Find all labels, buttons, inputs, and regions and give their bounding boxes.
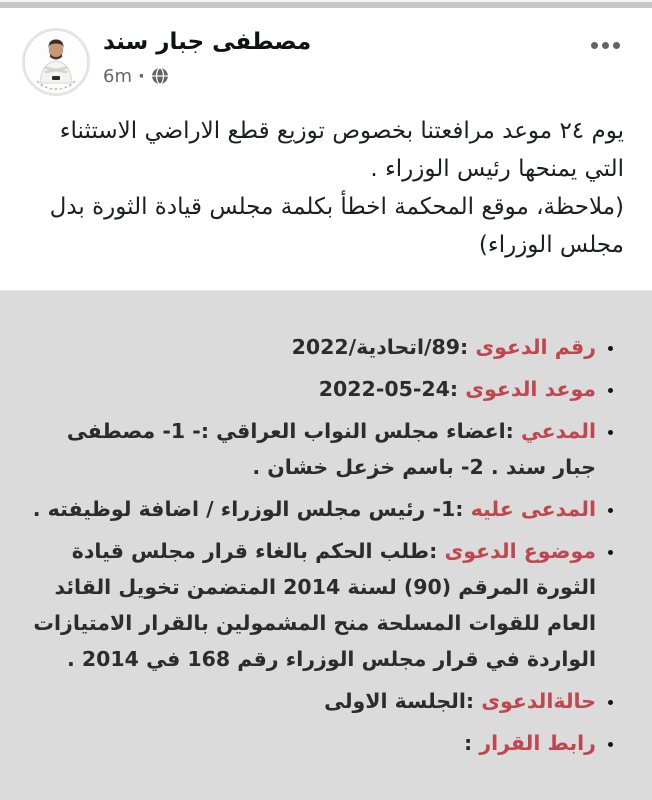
case-field-label: المدعي <box>520 419 596 443</box>
case-field-value: :1- رئيس مجلس الوزراء / اضافة لوظيفته . <box>32 497 464 521</box>
post-text <box>0 96 652 264</box>
post-meta <box>103 66 591 87</box>
case-field-label: رابط القرار <box>479 731 596 755</box>
post-header-info <box>103 28 591 87</box>
case-field-label: رقم الدعوى <box>475 335 596 359</box>
case-field-label: موضوع الدعوى <box>444 539 596 563</box>
ellipsis-dot <box>602 42 609 49</box>
case-item <box>20 329 596 365</box>
case-field-value: :24-05-2022 <box>318 377 459 401</box>
case-list <box>20 329 622 761</box>
feed-divider <box>0 0 652 8</box>
timestamp[interactable]: 6m <box>103 65 132 87</box>
case-item <box>20 725 596 761</box>
ellipsis-dot <box>591 42 598 49</box>
case-item <box>20 683 596 719</box>
case-field-value: :اعضاء مجلس النواب العراقي :- 1- مصطفى جبار سند . 2- باسم خزعل خشان . <box>66 419 596 479</box>
case-item <box>20 371 596 407</box>
case-item <box>20 533 596 677</box>
post-header <box>0 8 652 96</box>
case-field-value: : <box>463 731 473 755</box>
case-field-value: :89/اتحادية/2022 <box>291 335 469 359</box>
post-paragraph: (ملاحظة، موقع المحكمة اخطأ بكلمة مجلس قيادة الثورة بدل مجلس الوزراء) <box>49 194 624 258</box>
case-item <box>20 413 596 485</box>
author-name[interactable]: مصطفى جبار سند <box>103 29 312 55</box>
avatar[interactable] <box>22 28 90 96</box>
case-field-value: :طلب الحكم بالغاء قرار مجلس قيادة الثورة المرقم (90) لسنة 2014 المتضمن تخويل القائد العام للقوات المسلحة منح المشمولين بالقرار الامتيازات الواردة في قرار مجلس الوزراء رقم 168 في 2014 . <box>33 539 596 671</box>
globe-public-icon <box>151 67 169 85</box>
case-details-box <box>0 290 652 800</box>
meta-separator: · <box>138 65 145 87</box>
case-field-label: المدعى عليه <box>470 497 596 521</box>
case-field-label: حالةالدعوى <box>481 689 596 713</box>
case-item <box>20 491 596 527</box>
case-field-value: :الجلسة الاولى <box>324 689 475 713</box>
case-field-label: موعد الدعوى <box>465 377 596 401</box>
post-card <box>0 8 652 264</box>
profile-photo-icon <box>23 29 89 95</box>
more-options-button[interactable] <box>591 28 630 49</box>
post-paragraph: يوم ٢٤ موعد مرافعتنا بخصوص توزيع قطع الاراضي الاستثناء التي يمنحها رئيس الوزراء . <box>59 118 624 182</box>
ellipsis-dot <box>613 42 620 49</box>
